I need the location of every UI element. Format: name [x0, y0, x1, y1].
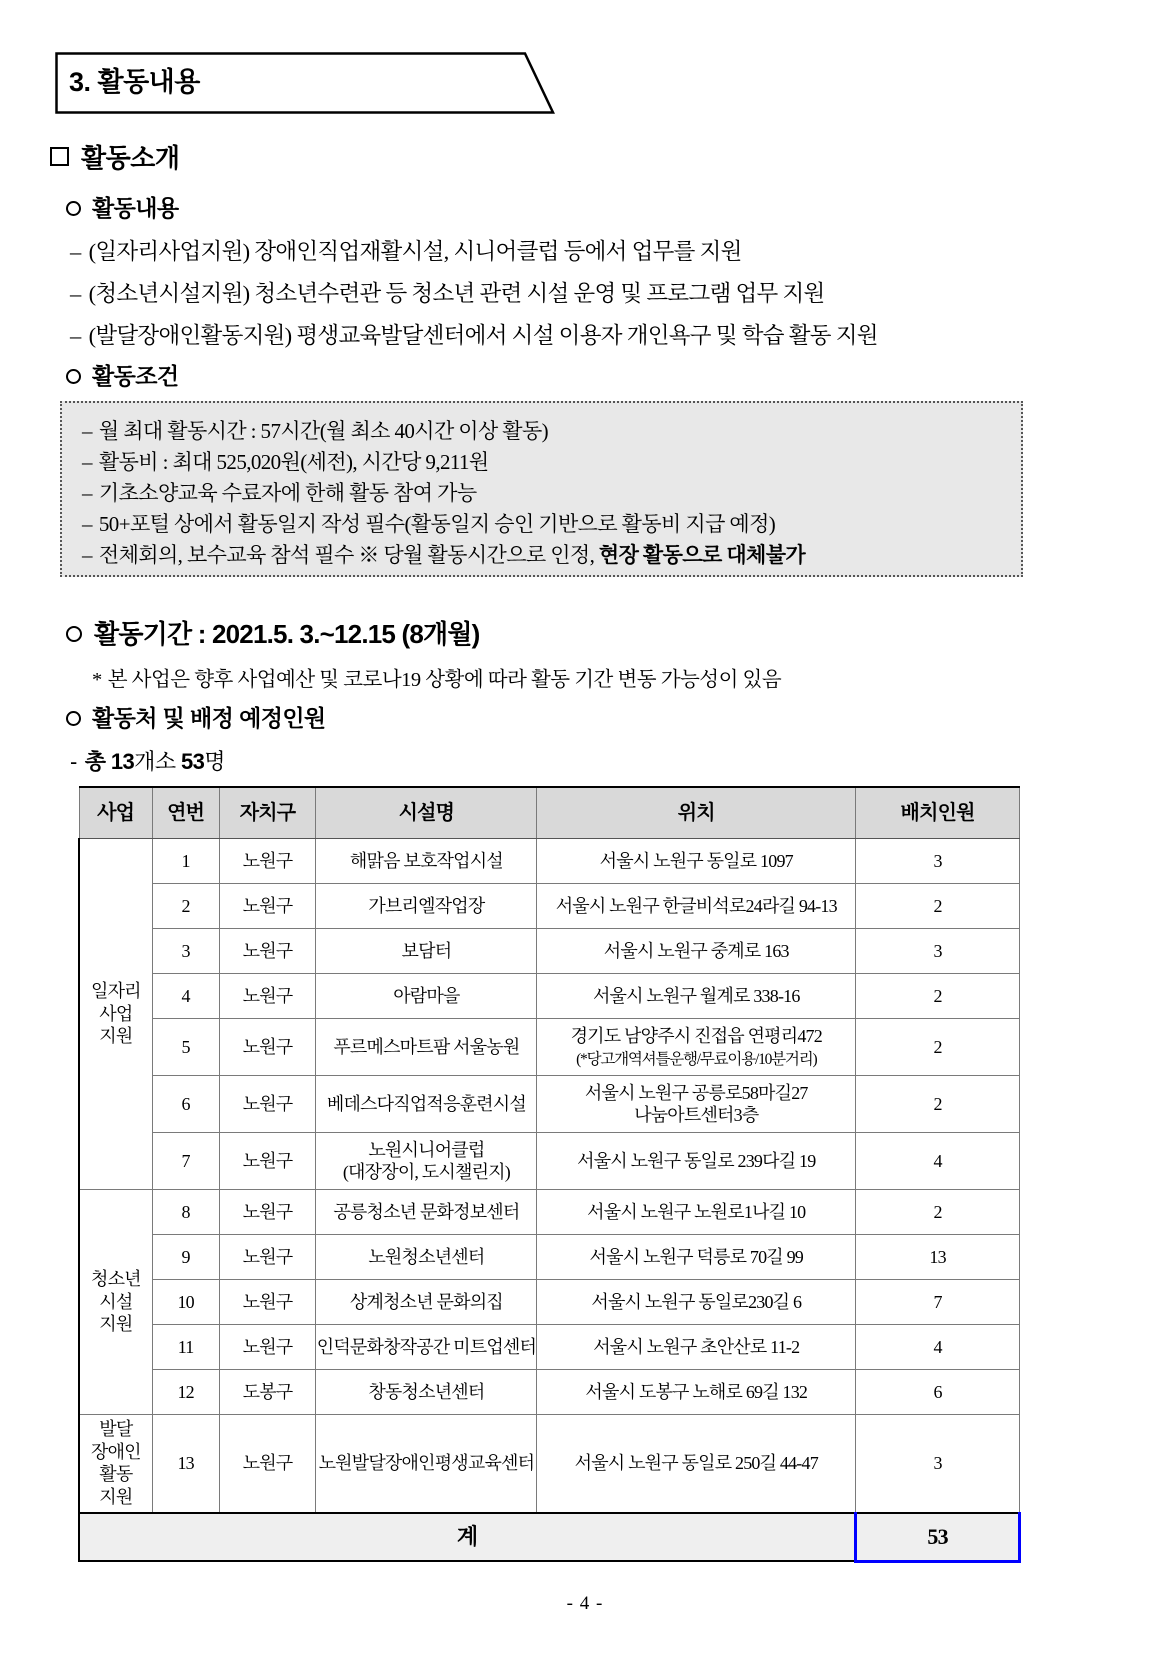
square-bullet-icon	[50, 147, 69, 166]
cell-no: 7	[152, 1133, 219, 1190]
cell-district: 노원구	[219, 1076, 316, 1133]
placements-table-wrap	[78, 786, 1021, 1563]
business-group-1-line-1: 일자리	[90, 981, 141, 1002]
cell-district: 노원구	[219, 1235, 316, 1280]
cell-no: 10	[152, 1280, 219, 1325]
condition-item	[82, 540, 1021, 571]
dash-bullet-icon: –	[82, 419, 92, 443]
activity-period-note-text: 본 사업은 향후 사업예산 및 코로나19 상황에 따라 활동 기간 변동 가능성이 있음	[107, 669, 782, 691]
table-row	[79, 884, 1020, 929]
cell-facility: 푸르메스마트팜 서울농원	[316, 1019, 537, 1076]
cell-count: 2	[856, 884, 1020, 929]
cell-no: 1	[152, 839, 219, 884]
table-row	[79, 974, 1020, 1019]
col-header-location: 위치	[537, 787, 856, 839]
cell-facility-line-2: (대장장이, 도시챌린지)	[342, 1162, 510, 1182]
cell-location-line-2: 나눔아트센터3층	[634, 1105, 759, 1125]
dash-bullet-icon: –	[82, 481, 92, 505]
cell-business-group-1	[79, 839, 152, 1190]
cell-business-group-2	[79, 1190, 152, 1415]
table-row	[79, 1325, 1020, 1370]
cell-location: 서울시 노원구 덕릉로 70길 99	[537, 1235, 856, 1280]
cell-district: 노원구	[219, 1280, 316, 1325]
table-row	[79, 1415, 1020, 1513]
cell-no: 2	[152, 884, 219, 929]
heading-activity-intro-label: 활동소개	[81, 143, 180, 173]
table-row	[79, 1370, 1020, 1415]
heading-activity-conditions	[66, 358, 178, 391]
content-item-2-text: (청소년시설지원) 청소년수련관 등 청소년 관련 시설 운영 및 프로그램 업무 지원	[88, 281, 825, 306]
total-count: 53	[856, 1513, 1020, 1562]
cell-district: 노원구	[219, 839, 316, 884]
cell-facility: 창동청소년센터	[316, 1370, 537, 1415]
dash-bullet-icon: –	[82, 450, 92, 474]
summary-line	[70, 745, 225, 776]
summary-sites-count: 총 13	[84, 749, 135, 774]
table-row	[79, 1133, 1020, 1190]
table-row	[79, 1076, 1020, 1133]
col-header-business: 사업	[79, 787, 152, 839]
cell-facility: 노원발달장애인평생교육센터	[316, 1415, 537, 1513]
cell-count: 3	[856, 1415, 1020, 1513]
cell-location: 서울시 노원구 노원로1나길 10	[537, 1190, 856, 1235]
business-group-1-line-2: 사업	[99, 1003, 133, 1024]
asterisk-icon: *	[92, 669, 102, 691]
condition-item	[82, 478, 1021, 509]
cell-district: 노원구	[219, 1415, 316, 1513]
cell-location: 서울시 노원구 동일로 250길 44-47	[537, 1415, 856, 1513]
table-row	[79, 839, 1020, 884]
cell-location	[537, 1019, 856, 1076]
heading-activity-content-label: 활동내용	[92, 195, 179, 221]
cell-location: 서울시 도봉구 노해로 69길 132	[537, 1370, 856, 1415]
business-group-1-line-3: 지원	[99, 1026, 133, 1047]
cell-district: 노원구	[219, 1019, 316, 1076]
cell-count: 3	[856, 839, 1020, 884]
cell-location: 서울시 노원구 동일로 1097	[537, 839, 856, 884]
cell-location-line-1: 서울시 노원구 공릉로58마길27	[584, 1082, 808, 1103]
heading-activity-places-label: 활동처 및 배정 예정인원	[92, 705, 326, 731]
content-item-1-text: (일자리사업지원) 장애인직업재활시설, 시니어클럽 등에서 업무를 지원	[88, 239, 742, 264]
cell-facility: 공릉청소년 문화정보센터	[316, 1190, 537, 1235]
content-item-3-text: (발달장애인활동지원) 평생교육발달센터에서 시설 이용자 개인욕구 및 학습 활동 지원	[88, 323, 878, 348]
cell-facility: 보담터	[316, 929, 537, 974]
table-row	[79, 929, 1020, 974]
col-header-facility: 시설명	[316, 787, 537, 839]
placements-table	[78, 786, 1021, 1563]
cell-no: 3	[152, 929, 219, 974]
cell-facility: 가브리엘작업장	[316, 884, 537, 929]
cell-count: 7	[856, 1280, 1020, 1325]
cell-count: 2	[856, 974, 1020, 1019]
cell-location: 서울시 노원구 동일로 239다길 19	[537, 1133, 856, 1190]
cell-location: 서울시 노원구 초안산로 11-2	[537, 1325, 856, 1370]
cell-no: 11	[152, 1325, 219, 1370]
cell-no: 9	[152, 1235, 219, 1280]
condition-item	[82, 416, 1021, 447]
business-group-2-line-3: 지원	[99, 1314, 133, 1335]
col-header-no: 연번	[152, 787, 219, 839]
summary-people-count: 53	[181, 749, 205, 774]
heading-activity-conditions-label: 활동조건	[92, 363, 179, 389]
cell-location-line-2: (*당고개역셔틀운행/무료이용/10분거리)	[576, 1051, 817, 1068]
condition-item-emphasis: 현장 활동으로 대체불가	[598, 543, 806, 567]
table-row	[79, 1235, 1020, 1280]
conditions-box	[60, 401, 1023, 577]
circle-bullet-icon	[66, 201, 81, 216]
content-item-3	[70, 318, 878, 350]
business-group-2-line-2: 시설	[99, 1291, 133, 1312]
summary-people-unit: 명	[204, 749, 225, 774]
circle-bullet-icon	[66, 369, 81, 384]
table-row	[79, 1280, 1020, 1325]
cell-location-line-1: 경기도 남양주시 진접읍 연평리472	[570, 1025, 822, 1046]
business-group-2-line-1: 청소년	[90, 1269, 141, 1290]
activity-period-note	[92, 662, 781, 692]
cell-no: 8	[152, 1190, 219, 1235]
dash-bullet-icon: –	[82, 512, 92, 536]
heading-activity-places	[66, 700, 326, 733]
cell-business-group-3	[79, 1415, 152, 1513]
cell-count: 2	[856, 1076, 1020, 1133]
cell-facility: 노원청소년센터	[316, 1235, 537, 1280]
business-group-3-line-3: 활동	[99, 1464, 133, 1485]
cell-no: 5	[152, 1019, 219, 1076]
col-header-district: 자치구	[219, 787, 316, 839]
section-title: 3. 활동내용	[69, 67, 200, 97]
business-group-3-line-4: 지원	[99, 1486, 133, 1507]
circle-bullet-icon	[66, 711, 81, 726]
col-header-count: 배치인원	[856, 787, 1020, 839]
cell-count: 2	[856, 1019, 1020, 1076]
activity-period-label: 활동기간 : 2021.5. 3.~12.15 (8개월)	[94, 619, 480, 649]
cell-location: 서울시 노원구 한글비석로24라길 94-13	[537, 884, 856, 929]
cell-count: 2	[856, 1190, 1020, 1235]
condition-item-text: 월 최대 활동시간 : 57시간(월 최소 40시간 이상 활동)	[98, 419, 549, 443]
circle-bullet-icon	[66, 626, 82, 642]
condition-item-text: 50+포털 상에서 활동일지 작성 필수(활동일지 승인 기반으로 활동비 지급 예정)	[98, 512, 776, 536]
condition-item	[82, 509, 1021, 540]
table-row	[79, 1019, 1020, 1076]
total-label: 계	[79, 1513, 856, 1562]
condition-item-text: 활동비 : 최대 525,020원(세전), 시간당 9,211원	[98, 450, 489, 474]
cell-location: 서울시 노원구 중계로 163	[537, 929, 856, 974]
cell-no: 6	[152, 1076, 219, 1133]
cell-district: 노원구	[219, 1325, 316, 1370]
cell-count: 3	[856, 929, 1020, 974]
dash-bullet-icon: -	[70, 749, 77, 774]
cell-count: 13	[856, 1235, 1020, 1280]
cell-facility: 상계청소년 문화의집	[316, 1280, 537, 1325]
cell-count: 4	[856, 1325, 1020, 1370]
cell-facility-line-1: 노원시니어클럽	[368, 1139, 485, 1160]
heading-activity-content	[66, 190, 178, 223]
business-group-3-line-1: 발달	[99, 1419, 133, 1440]
heading-activity-period	[66, 614, 480, 651]
cell-count: 4	[856, 1133, 1020, 1190]
cell-district: 노원구	[219, 884, 316, 929]
table-total-row	[79, 1513, 1020, 1562]
dash-bullet-icon: –	[70, 239, 81, 264]
cell-no: 12	[152, 1370, 219, 1415]
section-banner	[55, 52, 555, 114]
dash-bullet-icon: –	[70, 323, 81, 348]
business-group-3-line-2: 장애인	[90, 1441, 141, 1462]
cell-facility: 아람마을	[316, 974, 537, 1019]
dash-bullet-icon: –	[82, 543, 92, 567]
dash-bullet-icon: –	[70, 281, 81, 306]
table-row	[79, 1190, 1020, 1235]
cell-district: 노원구	[219, 974, 316, 1019]
table-header-row	[79, 787, 1020, 839]
page-footer: - 4 -	[566, 1593, 604, 1614]
cell-facility	[316, 1133, 537, 1190]
cell-district: 노원구	[219, 1133, 316, 1190]
cell-no: 4	[152, 974, 219, 1019]
cell-count: 6	[856, 1370, 1020, 1415]
cell-location: 서울시 노원구 월계로 338-16	[537, 974, 856, 1019]
heading-activity-intro	[50, 138, 179, 175]
cell-district: 노원구	[219, 929, 316, 974]
cell-facility: 해맑음 보호작업시설	[316, 839, 537, 884]
content-item-1	[70, 234, 742, 266]
cell-district: 도봉구	[219, 1370, 316, 1415]
condition-item-text: 기초소양교육 수료자에 한해 활동 참여 가능	[98, 481, 477, 505]
condition-item	[82, 447, 1021, 478]
content-item-2	[70, 276, 825, 308]
cell-no: 13	[152, 1415, 219, 1513]
condition-item-text: 전체회의, 보수교육 참석 필수 ※ 당월 활동시간으로 인정,	[98, 543, 599, 567]
cell-facility: 인덕문화창작공간 미트업센터	[316, 1325, 537, 1370]
cell-district: 노원구	[219, 1190, 316, 1235]
cell-facility: 베데스다직업적응훈련시설	[316, 1076, 537, 1133]
cell-location	[537, 1076, 856, 1133]
cell-location: 서울시 노원구 동일로230길 6	[537, 1280, 856, 1325]
summary-sites-unit: 개소	[134, 749, 181, 774]
